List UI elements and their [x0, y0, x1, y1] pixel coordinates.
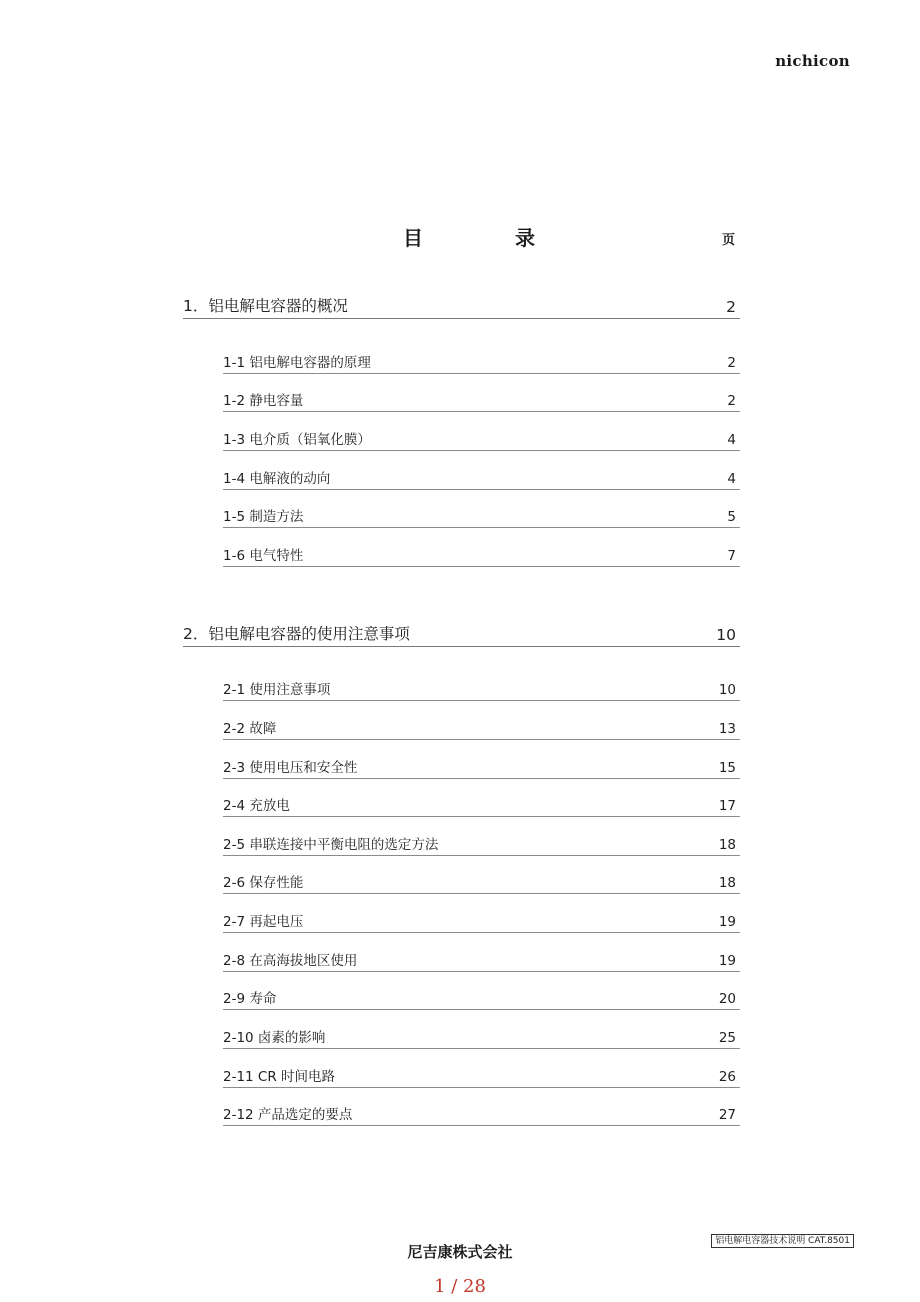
toc-section-label: 1．铝电解电容器的概况	[183, 297, 348, 315]
toc-item-2-4[interactable]	[223, 795, 740, 817]
toc-item-label: 2-7 再起电压	[223, 914, 304, 930]
toc-item-label: 2-5 串联连接中平衡电阻的选定方法	[223, 837, 439, 853]
toc-item-2-1[interactable]	[223, 679, 740, 701]
toc-page-number: 17	[718, 798, 736, 814]
toc-page-number: 27	[718, 1107, 736, 1123]
toc-item-2-10[interactable]	[223, 1027, 740, 1049]
toc-page-number: 15	[718, 760, 736, 776]
toc-item-2-6[interactable]	[223, 872, 740, 894]
catalog-label: 铝电解电容器技术说明 CAT.8501	[711, 1234, 854, 1248]
toc-item-label: 2-4 充放电	[223, 798, 290, 814]
toc-item-label: 2-6 保存性能	[223, 875, 304, 891]
toc-item-2-11[interactable]	[223, 1066, 740, 1088]
toc-page-number: 19	[718, 953, 736, 969]
toc-item-label: 1-6 电气特性	[223, 548, 304, 564]
toc-title: 目 录	[403, 226, 571, 250]
brand-logo: nichicon	[775, 52, 850, 70]
toc-item-2-7[interactable]	[223, 911, 740, 933]
toc-item-label: 2-1 使用注意事项	[223, 682, 331, 698]
toc-item-2-2[interactable]	[223, 718, 740, 740]
toc-page-number: 10	[716, 626, 736, 644]
toc-item-1-6[interactable]	[223, 545, 740, 567]
toc-page-number: 2	[727, 355, 736, 371]
toc-item-1-2[interactable]	[223, 390, 740, 412]
toc-page-number: 10	[718, 682, 736, 698]
toc-item-2-5[interactable]	[223, 834, 740, 856]
toc-page-number: 4	[727, 471, 736, 487]
toc-page-number: 7	[727, 548, 736, 564]
toc-page-number: 4	[727, 432, 736, 448]
toc-page-number: 2	[727, 393, 736, 409]
page-indicator: 1 / 28	[434, 1276, 486, 1297]
toc-item-1-4[interactable]	[223, 468, 740, 490]
toc-section-1[interactable]	[183, 293, 740, 319]
toc-item-label: 2-3 使用电压和安全性	[223, 760, 358, 776]
toc-item-2-9[interactable]	[223, 988, 740, 1010]
toc-page-number: 2	[726, 298, 736, 316]
toc-item-label: 1-3 电介质（铝氧化膜）	[223, 432, 371, 448]
toc-item-1-1[interactable]	[223, 352, 740, 374]
toc-item-label: 1-1 铝电解电容器的原理	[223, 355, 371, 371]
toc-page-number: 20	[718, 991, 736, 1007]
toc-page-number: 18	[718, 837, 736, 853]
toc-item-label: 2-2 故障	[223, 721, 277, 737]
toc-page-number: 13	[718, 721, 736, 737]
toc-item-1-5[interactable]	[223, 506, 740, 528]
toc-page-number: 19	[718, 914, 736, 930]
toc-item-label: 2-9 寿命	[223, 991, 277, 1007]
toc-page-number: 26	[718, 1069, 736, 1085]
toc-item-label: 2-12 产品选定的要点	[223, 1107, 353, 1123]
toc-item-2-12[interactable]	[223, 1104, 740, 1126]
toc-page-number: 5	[727, 509, 736, 525]
toc-item-label: 2-8 在高海拔地区使用	[223, 953, 358, 969]
toc-item-label: 1-4 电解液的动向	[223, 471, 331, 487]
toc-section-2[interactable]	[183, 621, 740, 647]
toc-page-number: 25	[718, 1030, 736, 1046]
toc-item-2-8[interactable]	[223, 950, 740, 972]
toc-item-label: 2-10 卤素的影响	[223, 1030, 326, 1046]
toc-page-number: 18	[718, 875, 736, 891]
company-name: 尼吉康株式会社	[407, 1243, 513, 1261]
toc-section-label: 2．铝电解电容器的使用注意事项	[183, 625, 410, 643]
toc-item-1-3[interactable]	[223, 429, 740, 451]
toc-item-label: 1-5 制造方法	[223, 509, 304, 525]
page-column-label: 页	[722, 233, 736, 248]
toc-item-2-3[interactable]	[223, 757, 740, 779]
toc-item-label: 1-2 静电容量	[223, 393, 304, 409]
toc-item-label: 2-11 CR 时间电路	[223, 1069, 336, 1085]
